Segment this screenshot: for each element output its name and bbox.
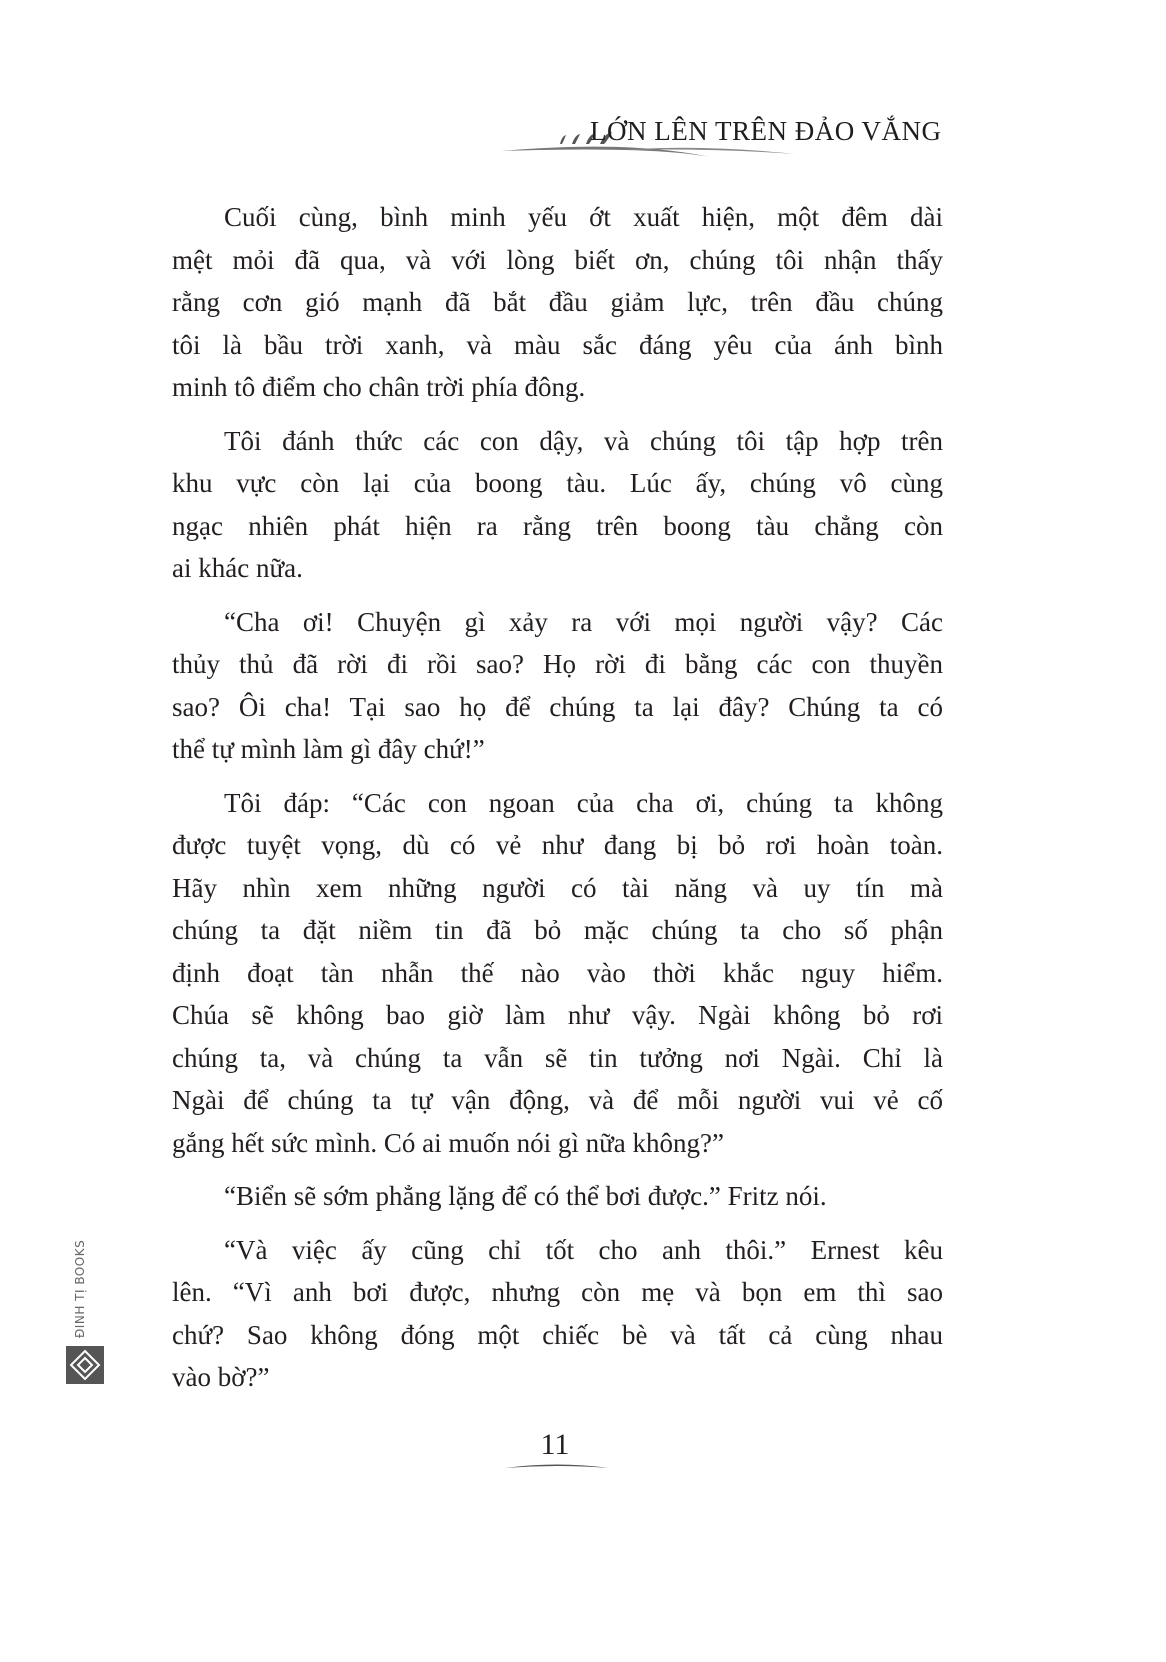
- text-line: định đoạt tàn nhẫn thế nào vào thời khắc nguy hiểm.: [172, 957, 943, 988]
- text-line: Cuối cùng, bình minh yếu ớt xuất hiện, một đêm dài: [224, 202, 943, 232]
- paragraph: [172, 782, 943, 1165]
- text-line: rằng cơn gió mạnh đã bắt đầu giảm lực, trên đầu chúng: [172, 287, 943, 317]
- text-line: minh tô điểm cho chân trời phía đông.: [172, 372, 586, 402]
- text-line: “Biển sẽ sớm phẳng lặng để có thể bơi được.” Fritz nói.: [224, 1181, 827, 1211]
- text-line: Chúa sẽ không bao giờ làm như vậy. Ngài không bỏ rơi: [172, 1000, 943, 1030]
- text-line: ai khác nữa.: [172, 553, 303, 583]
- running-header: [500, 112, 950, 162]
- text-line: chứ? Sao không đóng một chiếc bè và tất cả cùng nhau: [172, 1319, 943, 1350]
- paragraph: [172, 196, 943, 409]
- text-line: mệt mỏi đã qua, và với lòng biết ơn, chúng tôi nhận thấy: [172, 244, 943, 275]
- text-line: chúng ta đặt niềm tin đã bỏ mặc chúng ta cho số phận: [172, 915, 943, 945]
- text-line: ngạc nhiên phát hiện ra rằng trên boong tàu chẳng còn: [172, 510, 943, 541]
- text-line: vào bờ?”: [172, 1362, 270, 1392]
- text-line: “Và việc ấy cũng chỉ tốt cho anh thôi.” Ernest kêu: [224, 1234, 943, 1265]
- text-line: khu vực còn lại của boong tàu. Lúc ấy, chúng vô cùng: [172, 468, 943, 498]
- publisher-logo-icon: [65, 1345, 105, 1385]
- publisher-logo-text: ĐINH TỊ BOOKS: [73, 1239, 87, 1338]
- text-line: thủy thủ đã rời đi rồi sao? Họ rời đi bằng các con thuyền: [172, 649, 943, 679]
- paragraph: [172, 1229, 943, 1399]
- text-line: Tôi đáp: “Các con ngoan của cha ơi, chúng ta không: [224, 787, 943, 818]
- text-line: sao? Ôi cha! Tại sao họ để chúng ta lại đây? Chúng ta có: [172, 691, 943, 722]
- paragraph: [172, 1175, 943, 1218]
- publisher-logo: [65, 1230, 107, 1385]
- paragraph: [172, 601, 943, 771]
- page-number-ornament: [505, 1462, 610, 1472]
- text-line: “Cha ơi! Chuyện gì xảy ra với mọi người vậy? Các: [224, 606, 943, 637]
- text-line: được tuyệt vọng, dù có vẻ như đang bị bỏ rơi hoàn toàn.: [172, 830, 943, 860]
- paragraph: [172, 420, 943, 590]
- text-line: Hãy nhìn xem những người có tài năng và uy tín mà: [172, 872, 943, 903]
- text-line: lên. “Vì anh bơi được, nhưng còn mẹ và bọn em thì sao: [172, 1277, 943, 1307]
- text-line: thể tự mình làm gì đây chứ!”: [172, 734, 485, 764]
- text-line: chúng ta, và chúng ta vẫn sẽ tin tưởng nơi Ngài. Chỉ là: [172, 1042, 943, 1073]
- text-line: Tôi đánh thức các con dậy, và chúng tôi tập hợp trên: [224, 425, 943, 456]
- body-text: [172, 196, 943, 1410]
- book-title: LỚN LÊN TRÊN ĐẢO VẮNG: [590, 116, 942, 146]
- text-line: gắng hết sức mình. Có ai muốn nói gì nữa không?”: [172, 1127, 724, 1158]
- text-line: Ngài để chúng ta tự vận động, và để mỗi người vui vẻ cố: [172, 1085, 943, 1115]
- page-number: 11: [540, 1428, 570, 1461]
- text-line: tôi là bầu trời xanh, và màu sắc đáng yêu của ánh bình: [172, 329, 943, 360]
